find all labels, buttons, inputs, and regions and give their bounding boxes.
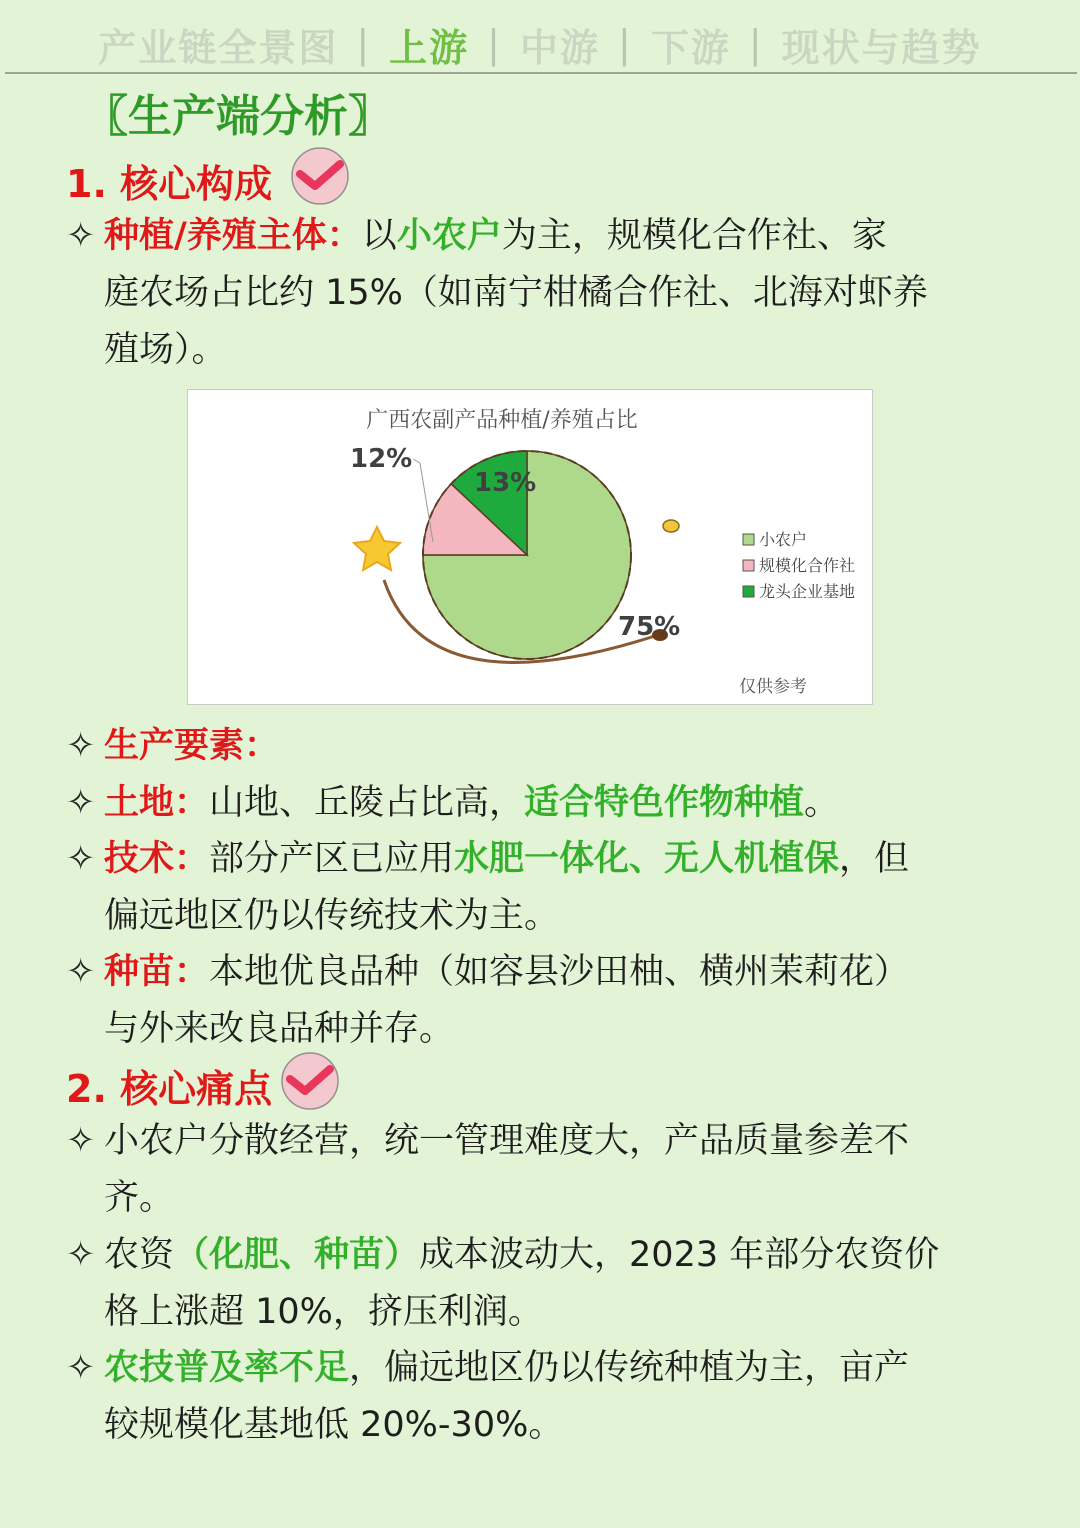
nav-item-midstream[interactable]: 中游 (519, 25, 600, 70)
pain-point-3 (66, 1340, 1026, 1454)
subject-paragraph (66, 208, 1026, 379)
top-nav (0, 14, 1080, 74)
sparkle-bullet-icon: ✧ (66, 726, 96, 766)
pain1-line2: 齐。 (104, 1178, 175, 1218)
factors-heading-text: 生产要素： (104, 726, 280, 766)
part1-heading-text: 1. 核心构成 (66, 161, 273, 206)
seed-label: 种苗： (104, 952, 210, 992)
nav-separator: | (356, 22, 372, 66)
legend-item: 规模化合作社 (759, 556, 856, 575)
pie-chart-panel (187, 389, 873, 705)
data-label-13: 13% (474, 468, 537, 498)
tech-highlight: 水肥一体化、无人机植保 (454, 839, 840, 879)
legend-swatch (743, 586, 754, 597)
nav-item-downstream[interactable]: 下游 (650, 25, 731, 70)
part2-heading-text: 2. 核心痛点 (66, 1066, 273, 1111)
pain-point-2 (66, 1227, 1026, 1341)
section-title: 〖生产端分析〗 (84, 91, 392, 142)
pain2-highlight: （化肥、种苗） (174, 1235, 420, 1275)
dot-decoration (663, 520, 679, 532)
subject-line3: 殖场）。 (104, 330, 227, 370)
legend-swatch (743, 534, 754, 545)
pain2-line2: 格上涨超 10%，挤压利润。 (104, 1292, 543, 1332)
subject-line2: 庭农场占比约 15%（如南宁柑橘合作社、北海对虾养 (104, 273, 928, 313)
nav-item-overview[interactable]: 产业链全景图 (98, 25, 339, 70)
sparkle-bullet-icon: ✧ (66, 952, 96, 992)
factors-heading (66, 718, 1026, 775)
subject-label: 种植/养殖主体： (104, 216, 362, 256)
pain3-highlight: 农技普及率不足 (104, 1348, 350, 1388)
pie-chart (188, 390, 872, 704)
nav-item-upstream[interactable]: 上游 (389, 25, 470, 70)
tech-end: ，但 (839, 839, 910, 879)
sparkle-bullet-icon: ✧ (66, 216, 96, 256)
seed-text: 本地优良品种（如容县沙田柚、横州茉莉花） (209, 952, 910, 992)
sparkle-bullet-icon: ✧ (66, 1235, 96, 1275)
chart-note: 仅供参考 (739, 677, 807, 697)
data-label-12: 12% (350, 444, 413, 474)
seed-line2: 与外来改良品种并存。 (104, 1009, 455, 1049)
sparkle-bullet-icon: ✧ (66, 839, 96, 879)
tech-paragraph (66, 831, 1026, 945)
nav-separator: | (487, 22, 502, 66)
part2-heading (66, 1055, 344, 1115)
land-end: 。 (804, 783, 840, 823)
land-highlight: 适合特色作物种植 (524, 783, 805, 823)
legend-swatch (743, 560, 754, 571)
pain-point-1 (66, 1113, 1026, 1227)
pain2-text-b: 成本波动大，2023 年部分农资价 (419, 1235, 940, 1275)
part1-heading (66, 150, 354, 210)
sparkle-bullet-icon: ✧ (66, 1121, 96, 1161)
nav-separator: | (618, 22, 633, 66)
check-mark-icon (274, 1051, 344, 1111)
legend-item: 小农户 (759, 530, 808, 549)
chart-title: 广西农副产品种植/养殖占比 (366, 408, 638, 433)
nav-divider (5, 72, 1077, 74)
seed-paragraph (66, 944, 1026, 1058)
data-label-75: 75% (618, 612, 681, 642)
sparkle-bullet-icon: ✧ (66, 1348, 96, 1388)
tech-label: 技术： (104, 839, 210, 879)
pain3-line2: 较规模化基地低 20%-30%。 (104, 1405, 564, 1445)
subject-highlight: 小农户 (396, 216, 502, 256)
legend-item: 龙头企业基地 (759, 582, 856, 601)
land-label: 土地： (104, 783, 210, 823)
land-paragraph (66, 775, 1026, 832)
subject-text-b: 为主，规模化合作社、家 (501, 216, 887, 256)
subject-text: 以 (361, 216, 397, 256)
pain1-text: 小农户分散经营，统一管理难度大，产品质量参差不 (104, 1121, 910, 1161)
leader-line (413, 459, 420, 463)
tech-line2: 偏远地区仍以传统技术为主。 (104, 896, 560, 936)
pain2-text-a: 农资 (104, 1235, 175, 1275)
nav-separator: | (748, 22, 764, 66)
land-text: 山地、丘陵占比高， (209, 783, 525, 823)
nav-item-trends[interactable]: 现状与趋势 (781, 25, 982, 70)
check-mark-icon (284, 146, 354, 206)
tech-text: 部分产区已应用 (209, 839, 455, 879)
pain3-text: ，偏远地区仍以传统种植为主，亩产 (349, 1348, 910, 1388)
star-icon (354, 527, 400, 570)
sparkle-bullet-icon: ✧ (66, 783, 96, 823)
